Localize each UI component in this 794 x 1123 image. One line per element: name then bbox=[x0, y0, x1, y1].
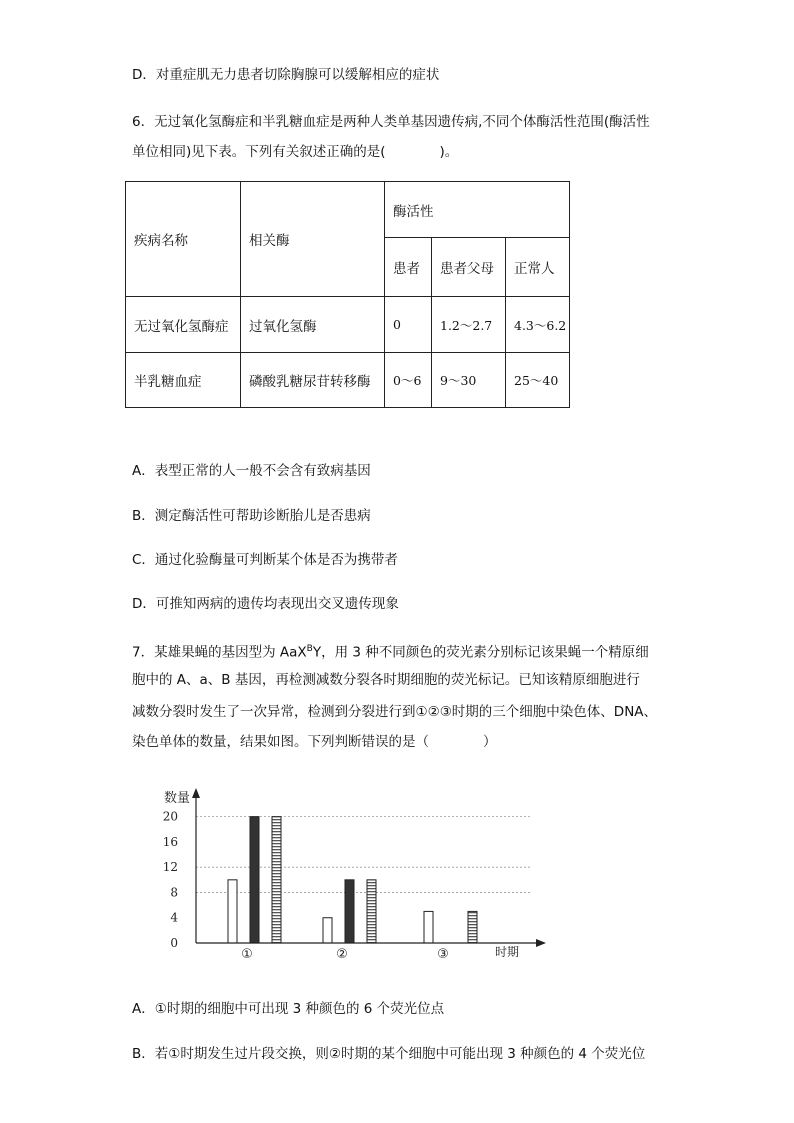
cell-normal: 25～40 bbox=[506, 353, 570, 408]
question-6-stem-line-2: 单位相同)见下表。下列有关叙述正确的是( )。 bbox=[132, 144, 459, 160]
question-6-stem-line-1: 6．无过氧化氢酶症和半乳糖血症是两种人类单基因遗传病,不同个体酶活性范围(酶活性 bbox=[132, 114, 650, 130]
cell-patient: 0～6 bbox=[385, 353, 432, 408]
cell-parents: 9～30 bbox=[432, 353, 506, 408]
x-axis-arrow bbox=[536, 939, 546, 947]
cell-enzyme: 磷酸乳糖尿苷转移酶 bbox=[241, 353, 385, 408]
q7-line1-post: Y，用 3 种不同颜色的荧光素分别标记该果蝇一个精原细 bbox=[312, 644, 649, 661]
header-parents: 患者父母 bbox=[432, 238, 506, 297]
chromosome-dna-bar-chart bbox=[140, 780, 560, 965]
question-7-stem-line-4: 染色单体的数量，结果如图。下列判断错误的是（ ） bbox=[132, 734, 497, 750]
x-category-label: ③ bbox=[437, 947, 449, 962]
bar bbox=[424, 911, 433, 943]
question-7-stem-line-1 bbox=[132, 640, 649, 662]
question-7-option-a: A．①时期的细胞中可出现 3 种颜色的 6 个荧光位点 bbox=[132, 1001, 445, 1017]
y-tick-label: 16 bbox=[162, 834, 178, 849]
cell-patient: 0 bbox=[385, 297, 432, 353]
q7-superscript: B bbox=[306, 644, 313, 654]
question-6-option-c: C．通过化验酶量可判断某个体是否为携带者 bbox=[132, 552, 398, 568]
y-tick-label: 20 bbox=[162, 809, 178, 824]
question-6-option-d: D．可推知两病的遗传均表现出交叉遗传现象 bbox=[132, 596, 399, 612]
header-enzyme: 相关酶 bbox=[241, 182, 385, 297]
bar bbox=[323, 918, 332, 943]
bar bbox=[272, 817, 281, 943]
y-tick-label: 8 bbox=[170, 885, 178, 900]
cell-normal: 4.3～6.2 bbox=[506, 297, 570, 353]
question-6-option-b: B．测定酶活性可帮助诊断胎儿是否患病 bbox=[132, 508, 371, 524]
y-tick-label: 4 bbox=[170, 910, 178, 925]
cell-disease: 半乳糖血症 bbox=[126, 353, 241, 408]
question-7-stem-line-2: 胞中的 A、a、B 基因，再检测减数分裂各时期细胞的荧光标记。已知该精原细胞进行 bbox=[132, 672, 640, 688]
y-tick-label: 12 bbox=[162, 860, 178, 875]
header-activity: 酶活性 bbox=[385, 182, 570, 238]
cell-enzyme: 过氧化氢酶 bbox=[241, 297, 385, 353]
q7-line1-pre: 7．某雄果蝇的基因型为 AaX bbox=[132, 644, 307, 661]
bar bbox=[250, 817, 259, 943]
table-row bbox=[126, 353, 570, 408]
question-7-stem-line-3: 减数分裂时发生了一次异常，检测到分裂进行到①②③时期的三个细胞中染色体、DNA、 bbox=[132, 704, 658, 720]
question-6-option-a: A．表型正常的人一般不会含有致病基因 bbox=[132, 463, 371, 479]
question-7-option-b: B．若①时期发生过片段交换，则②时期的某个细胞中可能出现 3 种颜色的 4 个荧光位 bbox=[132, 1046, 646, 1062]
y-axis-label: 数量 bbox=[164, 791, 191, 806]
question-5-option-d: D．对重症肌无力患者切除胸腺可以缓解相应的症状 bbox=[132, 67, 440, 83]
y-axis-arrow bbox=[192, 788, 200, 798]
bar bbox=[228, 880, 237, 943]
cell-disease: 无过氧化氢酶症 bbox=[126, 297, 241, 353]
enzyme-activity-table bbox=[125, 181, 570, 408]
header-patient: 患者 bbox=[385, 238, 432, 297]
header-normal: 正常人 bbox=[506, 238, 570, 297]
bar bbox=[468, 911, 477, 943]
x-axis-label: 时期 bbox=[495, 945, 520, 959]
y-tick-label: 0 bbox=[170, 936, 178, 950]
bar bbox=[345, 880, 354, 943]
x-category-label: ② bbox=[336, 947, 348, 962]
x-category-label: ① bbox=[241, 947, 253, 962]
table-row bbox=[126, 297, 570, 353]
cell-parents: 1.2～2.7 bbox=[432, 297, 506, 353]
header-disease: 疾病名称 bbox=[126, 182, 241, 297]
bar bbox=[367, 880, 376, 943]
